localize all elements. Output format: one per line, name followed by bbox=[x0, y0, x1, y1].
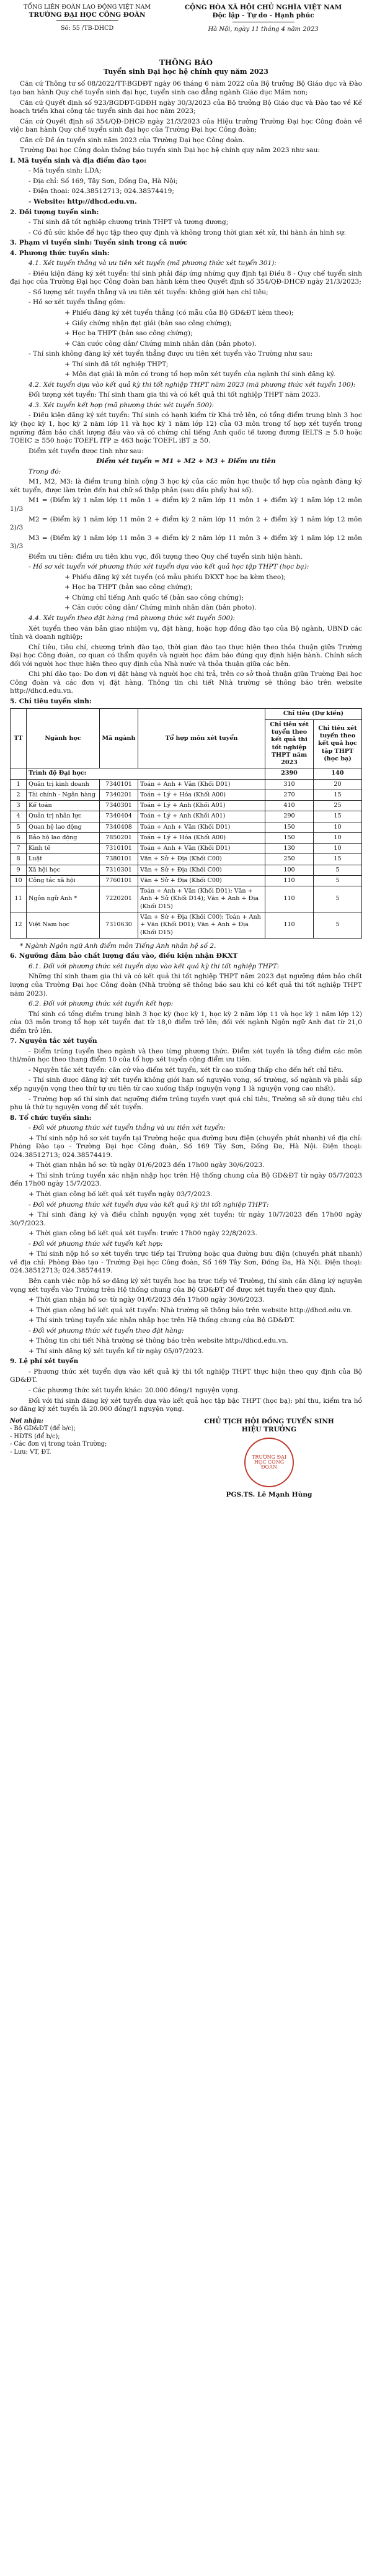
schedule-item: Bên cạnh việc nộp hồ sơ đăng ký xét tuyển học bạ trực tiếp về Trường, thí sinh cần đăng ký nguyện vọng xét tuyển vào Trường trên Hệ thống chung của Bộ GD&ĐT để được xét tuyển theo quy định. bbox=[10, 1277, 362, 1294]
fee-item: - Phương thức xét tuyển dựa vào kết quả kỳ thi tốt nghiệp THPT thực hiện theo quy định của Bộ GD&ĐT. bbox=[10, 1367, 362, 1384]
schedule-item: + Thời gian công bố kết quả xét tuyển: Nhà trường sẽ thông báo trên website http://dhcd.edu.vn. bbox=[29, 1306, 353, 1314]
intro-paragraph: Căn cứ Quyết định số 923/BGDĐT-GDĐH ngày 30/3/2023 của Bộ trưởng Bộ Giáo dục và Đào tạo về Kế hoạch triển khai công tác tuyển sinh đại học năm 2023; bbox=[10, 99, 362, 115]
schedule-item: + Thời gian nhận hồ sơ: từ ngày 01/6/2023 đến 17h00 ngày 30/6/2023. bbox=[29, 1296, 265, 1304]
row-combination: Toán + Lý + Anh (Khối A01) bbox=[138, 801, 265, 811]
table-row bbox=[11, 886, 362, 912]
subsection-heading: - Đối với phương thức xét tuyển thẳng và ưu tiên xét tuyển: bbox=[29, 1124, 226, 1132]
formula-definition: M1 = (Điểm kỳ 1 năm lớp 11 môn 1 + điểm kỳ 2 năm lớp 11 môn 1 + điểm kỳ 1 năm lớp 12 môn 1)/3 bbox=[10, 497, 362, 513]
recipients-label: Nơi nhận: bbox=[10, 1417, 43, 1425]
priority-item: + Môn đạt giải là môn có trong tổ hợp môn xét tuyển của ngành thí sinh đăng ký. bbox=[64, 371, 335, 379]
row-combination: Toán + Lý + Hóa (Khối A00) bbox=[138, 832, 265, 843]
row-number: 7 bbox=[11, 844, 27, 854]
signature-block bbox=[176, 1418, 362, 1500]
header-left bbox=[10, 4, 164, 33]
row-major-name: Kinh tế bbox=[27, 844, 100, 854]
document-title: THÔNG BÁO bbox=[159, 58, 213, 67]
row-number: 3 bbox=[11, 801, 27, 811]
table-row bbox=[11, 779, 362, 790]
document-item: + Phiếu đăng ký xét tuyển thẳng (có mẫu của Bộ GD&ĐT kèm theo); bbox=[64, 309, 294, 317]
method-item: - Số lượng xét tuyển thẳng và ưu tiên xét tuyển: không giới hạn chỉ tiêu; bbox=[29, 288, 268, 296]
row-quota-transcript: 15 bbox=[314, 854, 362, 865]
row-major-code: 7220201 bbox=[100, 886, 138, 912]
row-major-code: 7310630 bbox=[100, 912, 138, 939]
row-major-name: Quản trị nhân lực bbox=[27, 811, 100, 822]
row-quota-transcript: 20 bbox=[314, 779, 362, 790]
method-heading: 4.4. Xét tuyển theo đặt hàng (mã phương thức xét tuyển 500): bbox=[29, 614, 236, 622]
section-item: - Địa chỉ: Số 169, Tây Sơn, Đống Đa, Hà Nội; bbox=[29, 177, 178, 185]
row-major-code: 7340101 bbox=[100, 779, 138, 790]
row-combination: Toán + Lý + Hóa (Khối A00) bbox=[138, 790, 265, 800]
row-combination: Văn + Sử + Địa (Khối C00) bbox=[138, 875, 265, 886]
document-header bbox=[10, 4, 362, 56]
row-major-name: Quản trị kinh doanh bbox=[27, 779, 100, 790]
row-quota-exam: 250 bbox=[265, 854, 314, 865]
row-major-name: Quan hệ lao động bbox=[27, 822, 100, 832]
row-major-code: 7340408 bbox=[100, 822, 138, 832]
total-blank bbox=[11, 768, 27, 779]
row-quota-transcript: 5 bbox=[314, 886, 362, 912]
intro-block bbox=[10, 80, 362, 155]
row-major-code: 7340201 bbox=[100, 790, 138, 800]
intro-paragraph: Căn cứ Thông tư số 08/2022/TT-BGDĐT ngày 06 tháng 6 năm 2022 của Bộ trưởng Bộ Giáo dục và Đào tạo ban hành Quy chế tuyển sinh đại học, tuyển sinh cao đẳng ngành Giáo dục Mầm non; bbox=[10, 80, 362, 96]
document-footer bbox=[10, 1418, 362, 1500]
section-item: - Website: http://dhcd.edu.vn. bbox=[29, 198, 137, 205]
intro-paragraph: Căn cứ Đề án tuyển sinh năm 2023 của Trường Đại học Công đoàn. bbox=[20, 136, 245, 144]
row-quota-transcript: 10 bbox=[314, 844, 362, 854]
row-quota-exam: 110 bbox=[265, 886, 314, 912]
table-row bbox=[11, 822, 362, 832]
subsection-heading: - Đối với phương thức xét tuyển dựa vào kết quả kỳ thi tốt nghiệp THPT: bbox=[29, 1200, 269, 1209]
section-heading: 8. Tổ chức tuyển sinh: bbox=[10, 1114, 92, 1122]
subsection-heading: 6.1. Đối với phương thức xét tuyển dựa vào kết quả kỳ thi tốt nghiệp THPT: bbox=[29, 962, 280, 970]
table-row bbox=[11, 801, 362, 811]
docs-heading: - Hồ sơ xét tuyển với phương thức xét tuyển dựa vào kết quả học tập THPT (học bạ): bbox=[29, 563, 309, 571]
schedule-item: + Thí sinh đăng ký và điều chỉnh nguyện vọng xét tuyển: từ ngày 10/7/2023 đến 17h00 ngày 30/7/2023. bbox=[10, 1211, 362, 1227]
section-item: - Có đủ sức khỏe để học tập theo quy định và không trong thời gian xét xử, thi hành án hình sự. bbox=[29, 228, 347, 236]
row-major-name: Việt Nam học bbox=[27, 912, 100, 939]
header-right bbox=[164, 4, 362, 34]
formula-definition: M3 = (Điểm kỳ 1 năm lớp 11 môn 3 + điểm kỳ 2 năm lớp 11 môn 3 + điểm kỳ 1 năm lớp 12 môn 3)/3 bbox=[10, 534, 362, 551]
row-number: 6 bbox=[11, 832, 27, 843]
row-number: 12 bbox=[11, 912, 27, 939]
row-major-code: 7340301 bbox=[100, 801, 138, 811]
row-quota-transcript: 5 bbox=[314, 875, 362, 886]
quota-table-body bbox=[11, 768, 362, 939]
document-item: + Giấy chứng nhận đạt giải (bản sao công chứng); bbox=[64, 319, 232, 327]
row-major-code: 7380101 bbox=[100, 854, 138, 865]
section-heading: 4. Phương thức tuyển sinh: bbox=[10, 249, 110, 257]
schedule-item: + Thí sinh đăng ký xét tuyển kể từ ngày 05/07/2023. bbox=[29, 1347, 204, 1355]
priority-item: + Thí sinh đã tốt nghiệp THPT; bbox=[64, 360, 169, 368]
recipient-item: - Lưu: VT, ĐT. bbox=[10, 1448, 51, 1456]
row-quota-transcript: 5 bbox=[314, 912, 362, 939]
intro-paragraph: Trường Đại học Công đoàn thông báo tuyển sinh Đại học hệ chính quy năm 2023 như sau: bbox=[20, 146, 320, 155]
method-item: - Điều kiện đăng ký xét tuyển: thí sinh phải đáp ứng những quy định tại Điều 8 - Quy chế tuyển sinh đại học của Trường Đại học Công đoàn ban hành kèm theo Quyết định số 354/QĐ-DHCĐ ngày 21/3/2023; bbox=[10, 269, 362, 286]
document-item: + Chứng chỉ tiếng Anh quốc tế (bản sao công chứng); bbox=[64, 593, 244, 601]
table-row bbox=[11, 875, 362, 886]
row-quota-exam: 110 bbox=[265, 912, 314, 939]
principle-item: - Điểm trúng tuyển theo ngành và theo từng phương thức. Điểm xét tuyển là tổng điểm các môn thi/môn học theo thang điểm 10 của tổ hợp xét tuyển cộng điểm ưu tiên. bbox=[10, 1047, 362, 1064]
section-heading: 7. Nguyên tắc xét tuyển bbox=[10, 1037, 97, 1045]
row-quota-transcript: 10 bbox=[314, 832, 362, 843]
row-major-name: Công tác xã hội bbox=[27, 875, 100, 886]
row-quota-exam: 310 bbox=[265, 779, 314, 790]
row-quota-exam: 410 bbox=[265, 801, 314, 811]
row-number: 9 bbox=[11, 865, 27, 875]
schedule-item: + Thí sinh trúng tuyển xác nhận nhập học trên Hệ thống chung của Bộ GD&ĐT. bbox=[29, 1317, 295, 1325]
subsection-heading: - Đối với phương thức xét tuyển theo đặt hàng: bbox=[29, 1326, 184, 1335]
score-formula: Điểm xét tuyển = M1 + M2 + M3 + Điểm ưu tiên bbox=[96, 457, 276, 466]
row-major-code: 7310301 bbox=[100, 865, 138, 875]
method-item: Chi phí đào tạo: Do đơn vị đặt hàng và người học chi trả, trên cơ sở thoả thuận giữa Trường Đại học Công đoàn và các đơn vị đặt hàng. Thông tin chi tiết Nhà trường sẽ thông báo trên website http://dhcd.edu.vn. bbox=[10, 670, 362, 695]
row-quota-transcript: 25 bbox=[314, 801, 362, 811]
row-major-code: 7340404 bbox=[100, 811, 138, 822]
row-combination: Toán + Anh + Văn (Khối D01); Văn + Anh + Sử (Khối D14); Văn + Anh + Địa (Khối D15) bbox=[138, 886, 265, 912]
subsection-heading: 6.2. Đối với phương thức xét tuyển kết hợp: bbox=[29, 1000, 174, 1008]
recipient-item: - Bộ GD&ĐT (để b/c); bbox=[10, 1425, 76, 1433]
row-combination: Toán + Lý + Anh (Khối A01) bbox=[138, 811, 265, 822]
row-major-name: Bảo hộ lao động bbox=[27, 832, 100, 843]
col-major: Ngành học bbox=[27, 709, 100, 768]
col-code: Mã ngành bbox=[100, 709, 138, 768]
schedule-item: + Thí sinh nộp hồ sơ xét tuyển trực tiếp tại Trường hoặc qua đường bưu điện (chuyển phát nhanh) về địa chỉ: Phòng Đào tạo - Trường Đại học Công đoàn, Số 169 Tây Sơn, Đống Đa, Hà Nội. Điện thoại: 024.38512713; 024.38574419. bbox=[10, 1250, 362, 1275]
row-number: 2 bbox=[11, 790, 27, 800]
row-quota-exam: 110 bbox=[265, 875, 314, 886]
table-row bbox=[11, 790, 362, 800]
row-major-name: Tài chính - Ngân hàng bbox=[27, 790, 100, 800]
row-quota-exam: 150 bbox=[265, 822, 314, 832]
row-number: 5 bbox=[11, 822, 27, 832]
col-quota-group: Chỉ tiêu (Dự kiến) bbox=[265, 709, 362, 719]
row-combination: Toán + Anh + Văn (Khối D01) bbox=[138, 822, 265, 832]
fee-item: - Các phương thức xét tuyển khác: 20.000 đồng/1 nguyện vọng. bbox=[29, 1386, 240, 1394]
document-item: + Phiếu đăng ký xét tuyển (có mẫu phiếu ĐKXT học bạ kèm theo); bbox=[64, 573, 286, 581]
subsection-text: Những thí sinh tham gia thi và có kết quả thi tốt nghiệp THPT năm 2023 đạt ngưỡng đảm bảo chất lượng của Trường Đại học Công đoàn (Nhà trường sẽ thông báo sau khi có kết quả thi tốt nghiệp THPT năm 2023). bbox=[10, 973, 362, 998]
recipient-item: - Các đơn vị trong toàn Trường; bbox=[10, 1441, 107, 1448]
method-heading: 4.3. Xét tuyển kết hợp (mã phương thức xét tuyển 500): bbox=[29, 401, 215, 409]
section-heading: 5. Chỉ tiêu tuyển sinh: bbox=[10, 697, 92, 705]
section-heading: 3. Phạm vi tuyển sinh: Tuyển sinh trong cả nước bbox=[10, 239, 188, 247]
row-major-code: 7850201 bbox=[100, 832, 138, 843]
signer-position-2: HIỆU TRƯỞNG bbox=[241, 1425, 297, 1433]
schedule-item: + Thông tin chi tiết Nhà trường sẽ thông báo trên website http://dhcd.edu.vn. bbox=[29, 1337, 288, 1345]
principle-item: - Trường hợp số thí sinh đạt ngưỡng điểm trúng tuyển vượt quá chỉ tiêu, Trường sẽ sử dụng tiêu chí phụ là thứ tự nguyện vọng để xét tuyển. bbox=[10, 1095, 362, 1112]
row-quota-transcript: 10 bbox=[314, 822, 362, 832]
total-label: Trình độ Đại học: bbox=[27, 768, 265, 779]
table-header-row bbox=[11, 709, 362, 719]
document-item: + Học bạ THPT (bản sao công chứng); bbox=[64, 330, 193, 338]
section-heading: I. Mã tuyển sinh và địa điểm đào tạo: bbox=[10, 156, 147, 164]
signer-position: CHỦ TỊCH HỘI ĐỒNG TUYỂN SINH bbox=[204, 1417, 334, 1425]
quota-table bbox=[10, 708, 362, 938]
method-note: - Thí sinh không đăng ký xét tuyển thẳng được ưu tiên xét tuyển vào Trường như sau: bbox=[29, 350, 313, 358]
section-item: - Thí sinh đã tốt nghiệp chương trình THPT và tương đương; bbox=[29, 218, 229, 227]
fee-item: Đối với thí sinh đăng ký xét tuyển dựa vào kết quả học tập bậc THPT (học bạ): phí thu, kiểm tra hồ sơ đăng ký xét tuyển là 20.000 đồng/1 nguyện vọng. bbox=[10, 1397, 362, 1413]
formula-definition: Điểm ưu tiên: điểm ưu tiên khu vực, đối tượng theo Quy chế tuyển sinh hiện hành. bbox=[29, 552, 303, 561]
table-note: * Ngành Ngôn ngữ Anh điểm môn Tiếng Anh nhân hệ số 2. bbox=[20, 942, 216, 950]
method-item: Đối tượng xét tuyển: Thí sinh tham gia thi và có kết quả thi tốt nghiệp THPT năm 2023. bbox=[29, 391, 321, 399]
method-item: - Điều kiện đăng ký xét tuyển: Thí sinh có hạnh kiểm từ Khá trở lên, có tổng điểm trung bình 3 học kỳ (học kỳ 1, học kỳ 2 năm lớp 11 và học kỳ 1 năm lớp 12) của 03 môn trong tổ hợp xét tuyển trong ngưỡng đảm bảo chất lượng đầu vào và có chứng chỉ tiếng Anh quốc tế tương đương IELTS ≥ 5.0 hoặc TOEIC ≥ 550 hoặc TOEFL ITP ≥ 463 hoặc TOEFL iBT ≥ 50. bbox=[10, 412, 362, 445]
row-number: 10 bbox=[11, 875, 27, 886]
document-item: + Căn cước công dân/ Chứng minh nhân dân (bản photo). bbox=[64, 340, 257, 348]
table-row bbox=[11, 865, 362, 875]
recipients-block bbox=[10, 1418, 165, 1500]
schedule-item: + Thời gian nhận hồ sơ: từ ngày 01/6/2023 đến 17h00 ngày 30/6/2023. bbox=[29, 1161, 265, 1169]
document-date: Hà Nội, ngày 11 tháng 4 năm 2023 bbox=[208, 25, 319, 33]
republic-name: CỘNG HÒA XÃ HỘI CHỦ NGHĨA VIỆT NAM bbox=[184, 4, 342, 11]
row-major-name: Kế toán bbox=[27, 801, 100, 811]
schedule-item: + Thí sinh nộp hồ sơ xét tuyển tại Trường hoặc qua đường bưu điện (chuyển phát nhanh) về địa chỉ: Phòng Đào tạo - Trường Đại học Công đoàn, Số 169 Tây Sơn, Đống Đa, Hà Nội. Điện thoại: 024.38512713; 024.38574419. bbox=[10, 1134, 362, 1159]
row-quota-exam: 290 bbox=[265, 811, 314, 822]
table-row bbox=[11, 912, 362, 939]
formula-definition: M1, M2, M3: là điểm trung bình cộng 3 học kỳ của các môn học thuộc tổ hợp của ngành đăng ký xét tuyển, được làm tròn đến hai chữ số thập phân (sau dấu phẩy hai số). bbox=[10, 478, 362, 494]
method-item: Điểm xét tuyển được tính như sau: bbox=[29, 447, 144, 455]
row-quota-transcript: 5 bbox=[314, 865, 362, 875]
row-number: 1 bbox=[11, 779, 27, 790]
intro-paragraph: Căn cứ Quyết định số 354/QĐ-DHCĐ ngày 21/3/2023 của Hiệu trưởng Trường Đại học Công đoàn về việc ban hành Quy chế tuyển sinh đại học của Trường Đại học Công đoàn; bbox=[10, 117, 362, 134]
col-tt: TT bbox=[11, 709, 27, 768]
document-number: Số: 55 /TB-DHCD bbox=[60, 25, 114, 32]
col-combination: Tổ hợp môn xét tuyển bbox=[138, 709, 265, 768]
row-quota-exam: 130 bbox=[265, 844, 314, 854]
org-parent: TỔNG LIÊN ĐOÀN LAO ĐỘNG VIỆT NAM bbox=[23, 4, 151, 11]
section-heading: 2. Đối tượng tuyển sinh: bbox=[10, 208, 99, 216]
schedule-item: + Thời gian công bố kết quả xét tuyển ngày 03/7/2023. bbox=[29, 1191, 213, 1199]
row-combination: Văn + Sử + Địa (Khối C00) bbox=[138, 865, 265, 875]
total-quota-exam: 2390 bbox=[265, 768, 314, 779]
method-heading: 4.1. Xét tuyển thẳng và ưu tiên xét tuyển (mã phương thức xét tuyển 301): bbox=[29, 259, 277, 268]
formula-definition: M2 = (Điểm kỳ 1 năm lớp 11 môn 2 + điểm kỳ 2 năm lớp 11 môn 2 + điểm kỳ 1 năm lớp 12 môn 2)/3 bbox=[10, 515, 362, 532]
formula-where: Trong đó: bbox=[29, 467, 61, 475]
section-item: - Điện thoại: 024.38512713; 024.38574419; bbox=[29, 187, 174, 196]
row-combination: Toán + Anh + Văn (Khối D01) bbox=[138, 844, 265, 854]
official-seal-icon: TRƯỜNG ĐẠI HỌC CÔNG ĐOÀN bbox=[244, 1438, 294, 1487]
row-quota-exam: 270 bbox=[265, 790, 314, 800]
row-combination: Văn + Sử + Địa (Khối C00) bbox=[138, 854, 265, 865]
method-item: Xét tuyển theo văn bản giao nhiệm vụ, đặt hàng, hoặc hợp đồng đào tạo của Bộ ngành, UBND các tỉnh và doanh nghiệp; bbox=[10, 624, 362, 641]
principle-item: - Nguyên tắc xét tuyển: căn cứ vào điểm xét tuyển, xét từ cao xuống thấp cho đến hết chỉ tiêu. bbox=[29, 1066, 343, 1074]
principle-item: - Thí sinh được đăng ký xét tuyển không giới hạn số nguyện vọng, số trường, số ngành và phải sắp xếp nguyện vọng theo thứ tự ưu tiên từ cao xuống thấp (nguyện vọng 1 là nguyện vọng cao nhất). bbox=[10, 1076, 362, 1093]
row-combination: Toán + Anh + Văn (Khối D01) bbox=[138, 779, 265, 790]
row-major-name: Xã hội học bbox=[27, 865, 100, 875]
method-item: Chỉ tiêu, tiêu chí, chương trình đào tạo, thời gian đào tạo thực hiện theo thỏa thuận giữa Trường Đại học Công đoàn, cơ quan có thẩm quyền và người học đảm bảo đúng quy định hiện hành. Chính sách đối với người học thực hiện theo quy định của Nhà nước và thỏa thuận giữa các bên. bbox=[10, 643, 362, 668]
document-subtitle: Tuyển sinh Đại học hệ chính quy năm 2023 bbox=[104, 68, 268, 76]
table-row bbox=[11, 844, 362, 854]
row-major-code: 7310101 bbox=[100, 844, 138, 854]
section-heading: 9. Lệ phí xét tuyển bbox=[10, 1358, 79, 1366]
col-quota-transcript: Chỉ tiêu xét tuyển theo kết quả học tập THPT (học bạ) bbox=[314, 719, 362, 768]
section-heading: 6. Ngưỡng đảm bảo chất lượng đầu vào, điều kiện nhận ĐKXT bbox=[10, 952, 238, 960]
row-quota-exam: 150 bbox=[265, 832, 314, 843]
row-number: 8 bbox=[11, 854, 27, 865]
subsection-heading: - Đối với phương thức xét tuyển kết hợp: bbox=[29, 1240, 163, 1248]
row-number: 11 bbox=[11, 886, 27, 912]
subsection-text: Thí sinh có tổng điểm trung bình 3 học kỳ (học kỳ 1, học kỳ 2 năm lớp 11 và học kỳ 1 năm lớp 12) của 03 môn trong tổ hợp xét tuyển đạt từ 18,0 điểm trở lên; đối với ngành Ngôn ngữ Anh đạt từ 21,0 điểm trở lên. bbox=[10, 1010, 362, 1035]
table-row bbox=[11, 854, 362, 865]
document-item: + Căn cước công dân/ Chứng minh nhân dân (bản photo). bbox=[64, 604, 257, 612]
method-heading: 4.2. Xét tuyển dựa vào kết quả kỳ thi tốt nghiệp THPT năm 2023 (mã phương thức xét tuyển 100): bbox=[29, 381, 356, 389]
header-underline bbox=[56, 20, 118, 21]
row-quota-transcript: 15 bbox=[314, 790, 362, 800]
row-combination: Văn + Sử + Địa (Khối C00); Toán + Anh + Văn (Khối D01); Văn + Anh + Địa (Khối D15) bbox=[138, 912, 265, 939]
row-major-name: Luật bbox=[27, 854, 100, 865]
row-major-name: Ngôn ngữ Anh * bbox=[27, 886, 100, 912]
schedule-item: + Thời gian công bố kết quả xét tuyển: trước 17h00 ngày 22/8/2023. bbox=[29, 1230, 257, 1238]
section-item: - Mã tuyển sinh: LDA; bbox=[29, 167, 102, 175]
signer-name: PGS.TS. Lê Mạnh Hùng bbox=[226, 1491, 312, 1499]
table-row bbox=[11, 832, 362, 843]
recipient-item: - HĐTS (để b/c); bbox=[10, 1433, 60, 1440]
table-row bbox=[11, 811, 362, 822]
row-number: 4 bbox=[11, 811, 27, 822]
method-item: - Hồ sơ xét tuyển thẳng gồm: bbox=[29, 299, 126, 307]
org-name: TRƯỜNG ĐẠI HỌC CÔNG ĐOÀN bbox=[29, 11, 146, 19]
col-quota-exam: Chỉ tiêu xét tuyển theo kết quả thi tốt nghiệp THPT năm 2023 bbox=[265, 719, 314, 768]
row-quota-transcript: 15 bbox=[314, 811, 362, 822]
schedule-item: + Thí sinh trúng tuyển xác nhận nhập học trên Hệ thống chung của Bộ GD&ĐT từ ngày 05/7/2023 đến 17h00 ngày 15/7/2023. bbox=[10, 1171, 362, 1188]
document-item: + Học bạ THPT (bản sao công chứng); bbox=[64, 583, 193, 592]
total-quota-transcript: 140 bbox=[314, 768, 362, 779]
table-total-row bbox=[11, 768, 362, 779]
row-major-code: 7760101 bbox=[100, 875, 138, 886]
national-motto: Độc lập - Tự do - Hạnh phúc bbox=[212, 12, 314, 20]
row-quota-exam: 100 bbox=[265, 865, 314, 875]
